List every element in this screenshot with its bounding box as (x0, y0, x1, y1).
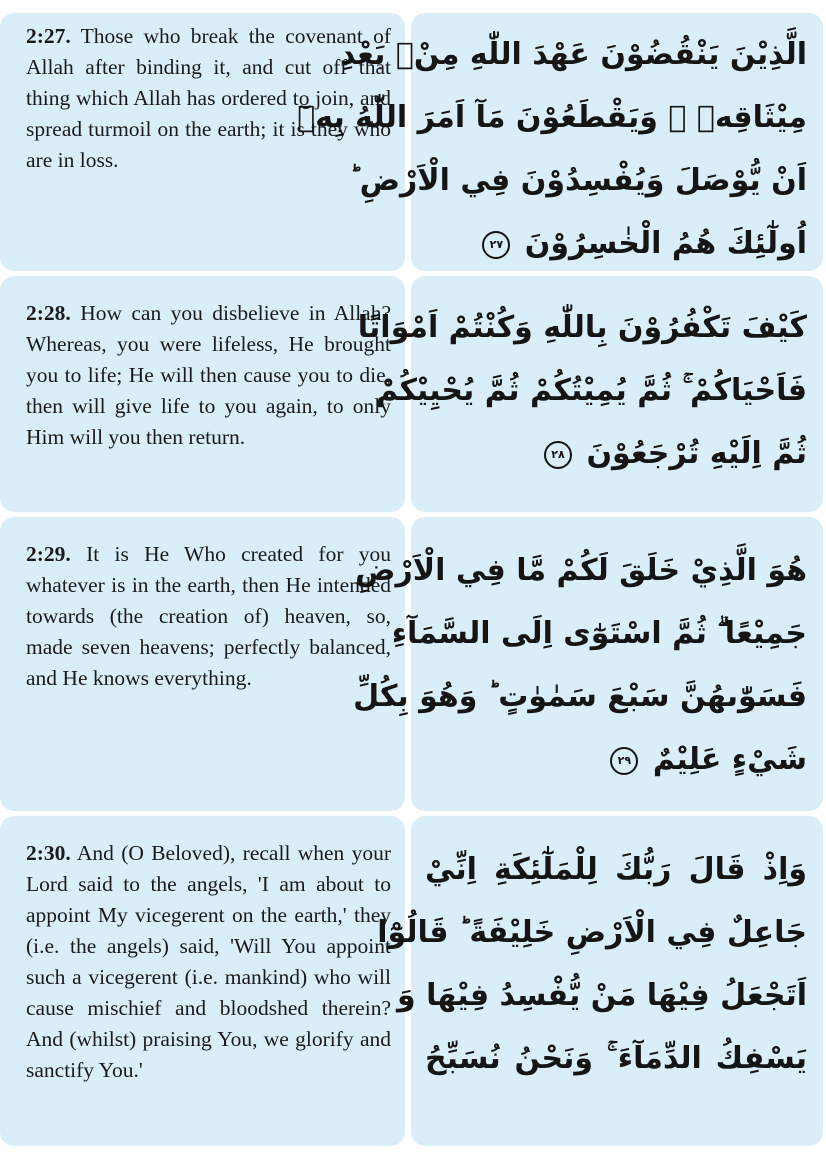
translation-text (26, 838, 391, 1086)
translation-body: How can you disbelieve in Allah? Whereas, you were lifeless, He brought you to life; He will then cause you to die, then will give life to you again, to only Him will you then return. (26, 301, 392, 449)
arabic-line: شَيْءٍ عَلِيْمٌ (652, 742, 807, 777)
verse-row (0, 517, 826, 811)
verse-reference: 2:28. (26, 301, 71, 325)
arabic-line-last (425, 212, 807, 275)
verse-row (0, 816, 826, 1146)
arabic-text (297, 23, 807, 275)
ayah-number-marker: ٢٨ (544, 441, 572, 469)
ayah-number-marker: ٢٩ (610, 747, 638, 775)
translation-body: It is He Who created for you whatever is in the earth, then He intended towards (the creation of) heaven, so, made seven heavens; perfectly balanced, and He knows everything. (26, 542, 392, 690)
arabic-line: فَاَحْيَاكُمْ ۚ ثُمَّ يُمِيْتُكُمْ ثُمَّ يُحْيِيْكُمْ (375, 373, 807, 408)
translation-cell (0, 276, 405, 512)
arabic-line: اُولٰٓئِكَ هُمُ الْخٰسِرُوْنَ (524, 226, 807, 261)
verse-reference: 2:30. (26, 841, 71, 865)
arabic-cell (357, 276, 823, 512)
translation-text (26, 298, 391, 453)
arabic-line-last (425, 728, 807, 791)
arabic-text (357, 296, 807, 485)
translation-cell (0, 517, 405, 811)
arabic-text (377, 838, 807, 1090)
arabic-cell (377, 816, 823, 1146)
ayah-number-marker: ٢٧ (482, 231, 510, 259)
arabic-line: وَاِذْ قَالَ رَبُّكَ لِلْمَلٰٓئِكَةِ اِنِّيْ (425, 852, 807, 887)
arabic-line: يَسْفِكُ الدِّمَآءَ ۚ وَنَحْنُ نُسَبِّحُ (425, 1041, 807, 1076)
arabic-line: كَيْفَ تَكْفُرُوْنَ بِاللّٰهِ وَكُنْتُمْ اَمْوَاتًا (357, 310, 807, 345)
arabic-line-last (425, 422, 807, 485)
arabic-line: اَتَجْعَلُ فِيْهَا مَنْ يُّفْسِدُ فِيْهَا وَ (397, 978, 807, 1013)
arabic-line: ثُمَّ اِلَيْهِ تُرْجَعُوْنَ (586, 436, 807, 471)
verse-reference: 2:29. (26, 542, 71, 566)
arabic-line: الَّذِيْنَ يَنْقُضُوْنَ عَهْدَ اللّٰهِ مِنْۢ بَعْدِ (339, 37, 807, 72)
translation-text (26, 539, 391, 694)
translation-body: Those who break the covenant of Allah after binding it, and cut off that thing which Allah has ordered to join, and spread turmoil on the earth; it is they who are in loss. (26, 24, 391, 172)
arabic-line: هُوَ الَّذِيْ خَلَقَ لَكُمْ مَّا فِي الْاَرْضِ (355, 553, 807, 588)
arabic-line: مِيْثَاقِهٖ ۠ وَيَقْطَعُوْنَ مَآ اَمَرَ اللّٰهُ بِهٖٓ (297, 100, 807, 135)
arabic-cell (353, 517, 823, 811)
arabic-line: فَسَوّٰىهُنَّ سَبْعَ سَمٰوٰتٍ ؕ وَهُوَ بِكُلِّ (353, 679, 807, 714)
arabic-text (353, 539, 807, 791)
verse-row (0, 276, 826, 512)
arabic-cell (297, 13, 823, 271)
translation-cell (0, 816, 405, 1146)
arabic-line: جَاعِلٌ فِي الْاَرْضِ خَلِيْفَةً ؕ قَالُوْٓا (377, 915, 807, 950)
verse-row (0, 13, 826, 271)
arabic-line: اَنْ يُّوْصَلَ وَيُفْسِدُوْنَ فِي الْاَرْضِ ؕ (349, 163, 807, 198)
translation-body: And (O Beloved), recall when your Lord said to the angels, 'I am about to appoint My vicegerent on the earth,' they (i.e. the angels) said, 'Will You appoint such a vicegerent (i.e. mankind) who will cause mischief and bloodshed therein? And (whilst) praising You, we glorify and sanctify You.' (26, 841, 391, 1082)
verse-reference: 2:27. (26, 24, 71, 48)
arabic-line: جَمِيْعًا ۗ ثُمَّ اسْتَوٰٓى اِلَى السَّمَآءِ (391, 616, 807, 651)
